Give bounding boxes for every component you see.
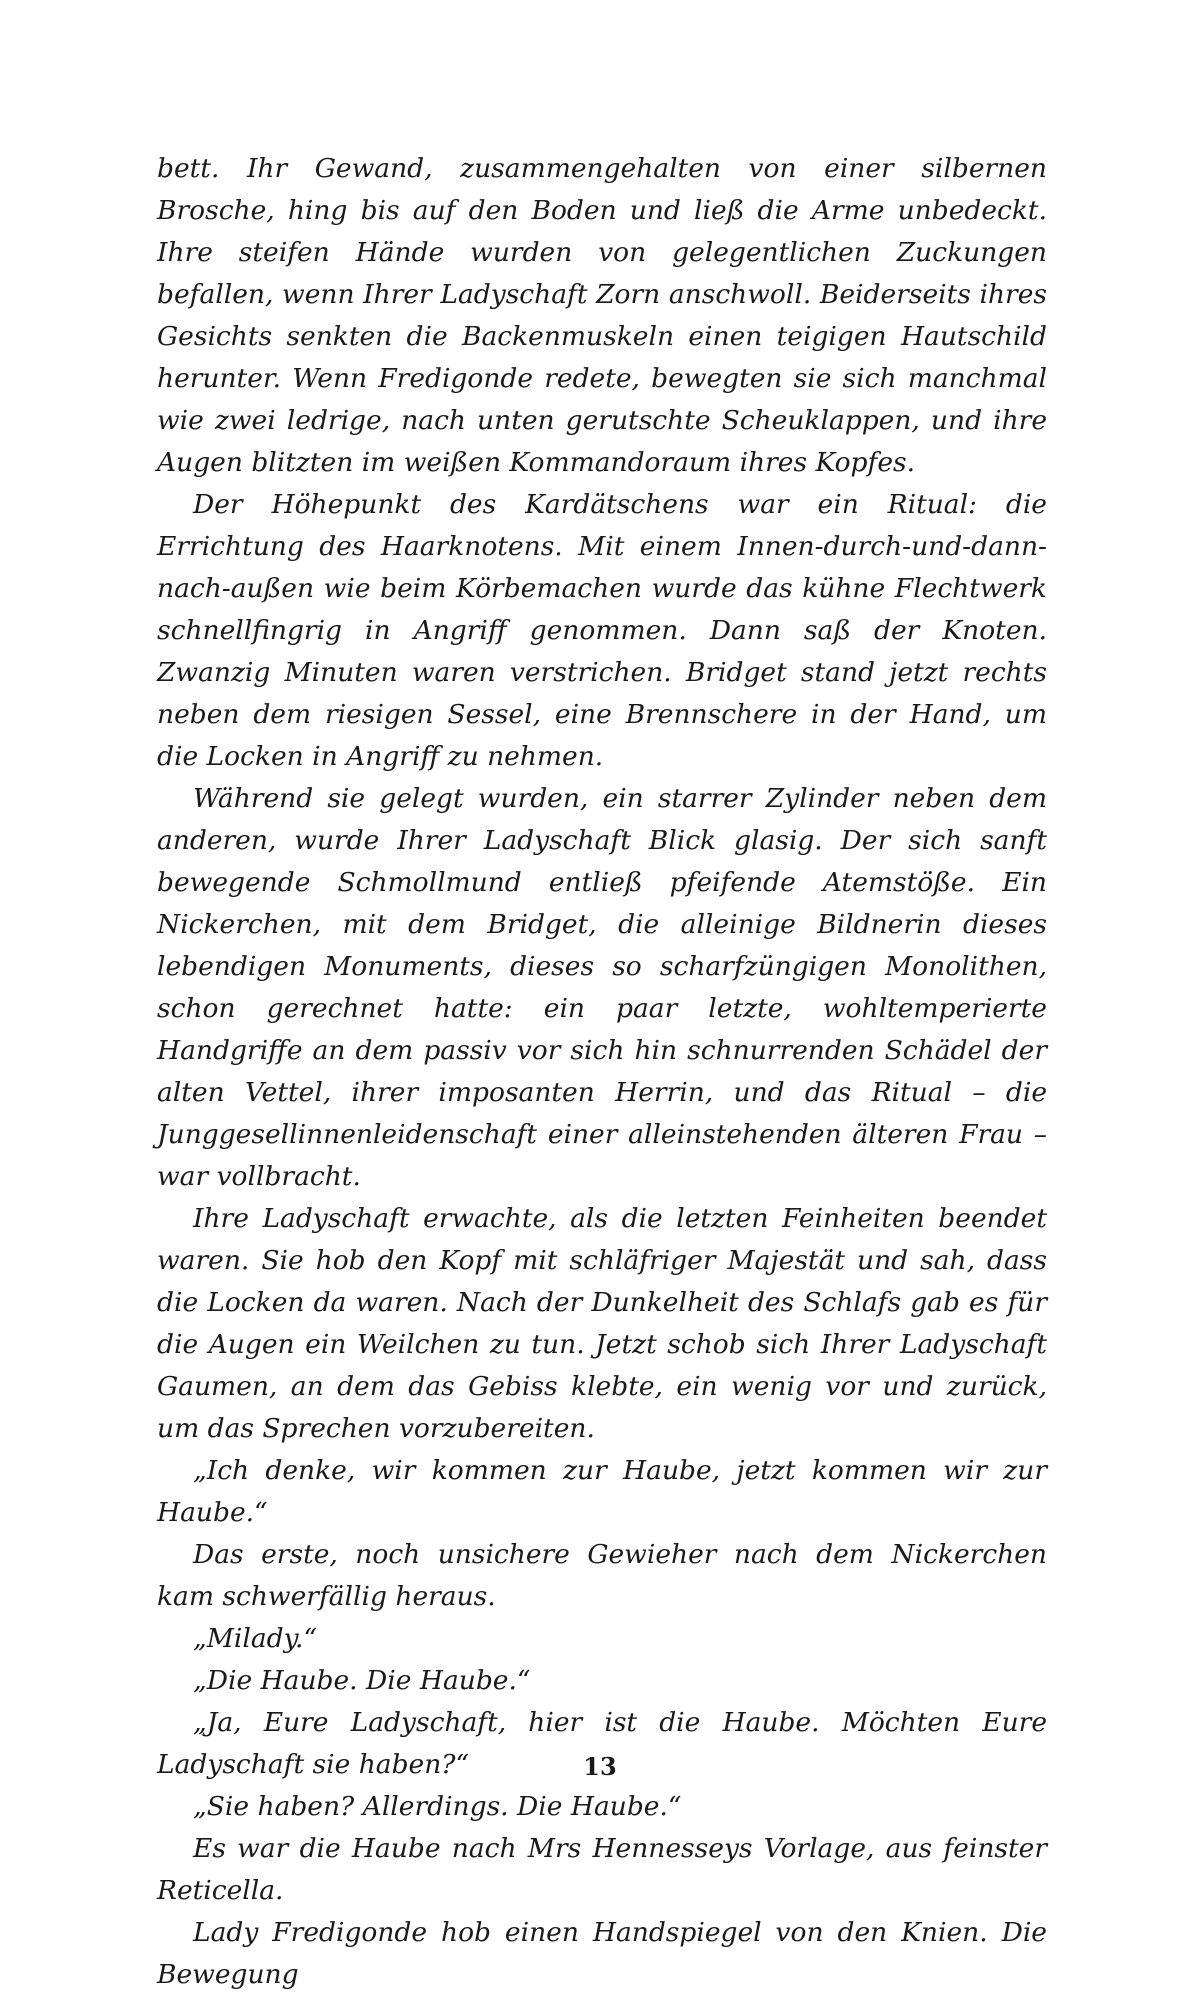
dialogue-line: „Ich denke, wir kommen zur Haube, jetzt kommen wir zur Haube.“ xyxy=(157,1455,1047,1528)
dialogue-line: „Ja, Eure Ladyschaft, hier ist die Haube. Möchten Eure Ladyschaft sie haben?“ xyxy=(157,1707,1047,1780)
dialogue-line: „Sie haben? Allerdings. Die Haube.“ xyxy=(193,1791,682,1822)
paragraph: Ihre Ladyschaft erwachte, als die letzten Feinheiten beendet waren. Sie hob den Kopf mit schläfriger Majestät und sah, dass die Locken da waren. Nach der Dunkelheit des Schlafs gab es für die Augen ein Weilchen zu tun. Jetzt schob sich Ihrer Ladyschaft Gaumen, an dem das Gebiss klebte, ein wenig vor und zurück, um das Sprechen vorzubereiten. xyxy=(157,1203,1047,1444)
paragraph: Während sie gelegt wurden, ein starrer Zylinder neben dem anderen, wurde Ihrer Ladyschaft Blick glasig. Der sich sanft bewegende Schmollmund entließ pfeifende Atemstöße. Ein Nickerchen, mit dem Bridget, die alleinige Bildnerin dieses lebendigen Monuments, dieses so scharfzüngigen Monolithen, schon gerechnet hatte: ein paar letzte, wohltemperierte Handgriffe an dem passiv vor sich hin schnurrenden Schädel der alten Vettel, ihrer imposanten Herrin, und das Ritual – die Junggesellinnenleidenschaft einer alleinstehenden älteren Frau – war vollbracht. xyxy=(157,783,1047,1192)
paragraph: Das erste, noch unsichere Gewieher nach dem Nickerchen kam schwerfällig heraus. xyxy=(157,1539,1047,1612)
paragraph: Es war die Haube nach Mrs Hennesseys Vorlage, aus feinster Reticella. xyxy=(157,1833,1047,1906)
dialogue-line: „Die Haube. Die Haube.“ xyxy=(193,1665,531,1696)
paragraph: Lady Fredigonde hob einen Handspiegel von den Knien. Die Bewegung xyxy=(157,1917,1047,1990)
paragraph: bett. Ihr Gewand, zusammengehalten von einer silbernen Brosche, hing bis auf den Boden und ließ die Arme unbedeckt. Ihre steifen Hände wurden von gelegentlichen Zuckungen befallen, wenn Ihrer Ladyschaft Zorn anschwoll. Beiderseits ihres Gesichts senkten die Backenmuskeln einen teigigen Hautschild herunter. Wenn Fredigonde redete, bewegten sie sich manchmal wie zwei ledrige, nach unten gerutschte Scheuklappen, und ihre Augen blitzten im weißen Kommandoraum ihres Kopfes. xyxy=(157,153,1047,478)
page-number: 13 xyxy=(583,1752,617,1781)
body-text xyxy=(157,148,1047,1996)
paragraph: Der Höhepunkt des Kardätschens war ein Ritual: die Errichtung des Haarknotens. Mit einem Innen-durch-und-dann-nach-außen wie beim Körbemachen wurde das kühne Flechtwerk schnellfingrig in Angriff genommen. Dann saß der Knoten. Zwanzig Minuten waren verstrichen. Bridget stand jetzt rechts neben dem riesigen Sessel, eine Brennschere in der Hand, um die Locken in Angriff zu nehmen. xyxy=(157,489,1047,772)
dialogue-line: „Milady.“ xyxy=(193,1623,317,1654)
